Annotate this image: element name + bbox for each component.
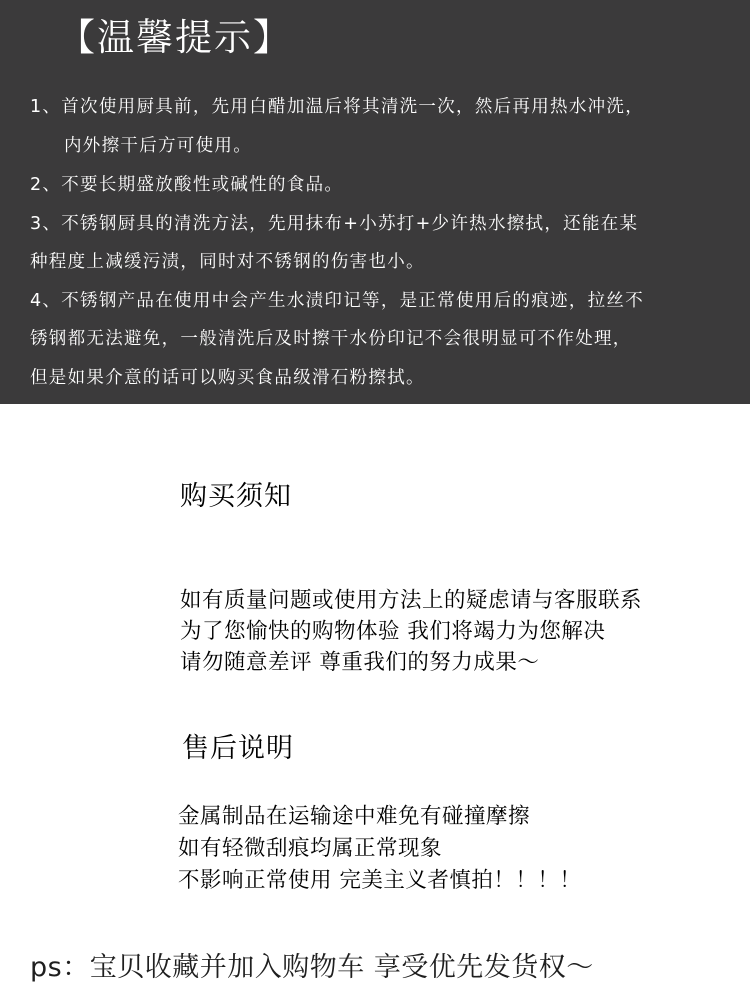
purchase-line: 为了您愉快的购物体验 我们将竭力为您解决 xyxy=(180,619,606,644)
aftersale-line: 如有轻微刮痕均属正常现象 xyxy=(178,836,443,861)
notice-line: 3、不锈钢厨具的清洗方法，先用抹布+小苏打+少许热水擦拭，还能在某 xyxy=(30,214,639,234)
notice-line: 但是如果介意的话可以购买食品级滑石粉擦拭。 xyxy=(30,368,425,388)
purchase-line: 请勿随意差评 尊重我们的努力成果～ xyxy=(180,650,540,675)
notice-line: 1、首次使用厨具前，先用白醋加温后将其清洗一次，然后再用热水冲洗， xyxy=(30,97,645,117)
notice-title: 【温馨提示】 xyxy=(58,16,292,59)
notice-line: 2、不要长期盛放酸性或碱性的食品。 xyxy=(30,175,344,195)
aftersale-line: 不影响正常使用 完美主义者慎拍！！！！ xyxy=(178,868,582,893)
aftersale-title: 售后说明 xyxy=(182,733,294,764)
notice-line: 内外擦干后方可使用。 xyxy=(64,136,252,156)
notice-panel xyxy=(0,0,750,404)
purchase-title: 购买须知 xyxy=(180,481,292,512)
purchase-line: 如有质量问题或使用方法上的疑虑请与客服联系 xyxy=(180,588,643,613)
ps-note: ps：宝贝收藏并加入购物车 享受优先发货权～ xyxy=(30,952,594,983)
notice-line: 种程度上减缓污渍，同时对不锈钢的伤害也小。 xyxy=(30,252,425,272)
notice-line: 4、不锈钢产品在使用中会产生水渍印记等，是正常使用后的痕迹，拉丝不 xyxy=(30,291,645,311)
aftersale-line: 金属制品在运输途中难免有碰撞摩擦 xyxy=(178,804,531,829)
notice-line: 锈钢都无法避免，一般清洗后及时擦干水份印记不会很明显可不作处理， xyxy=(30,329,632,349)
